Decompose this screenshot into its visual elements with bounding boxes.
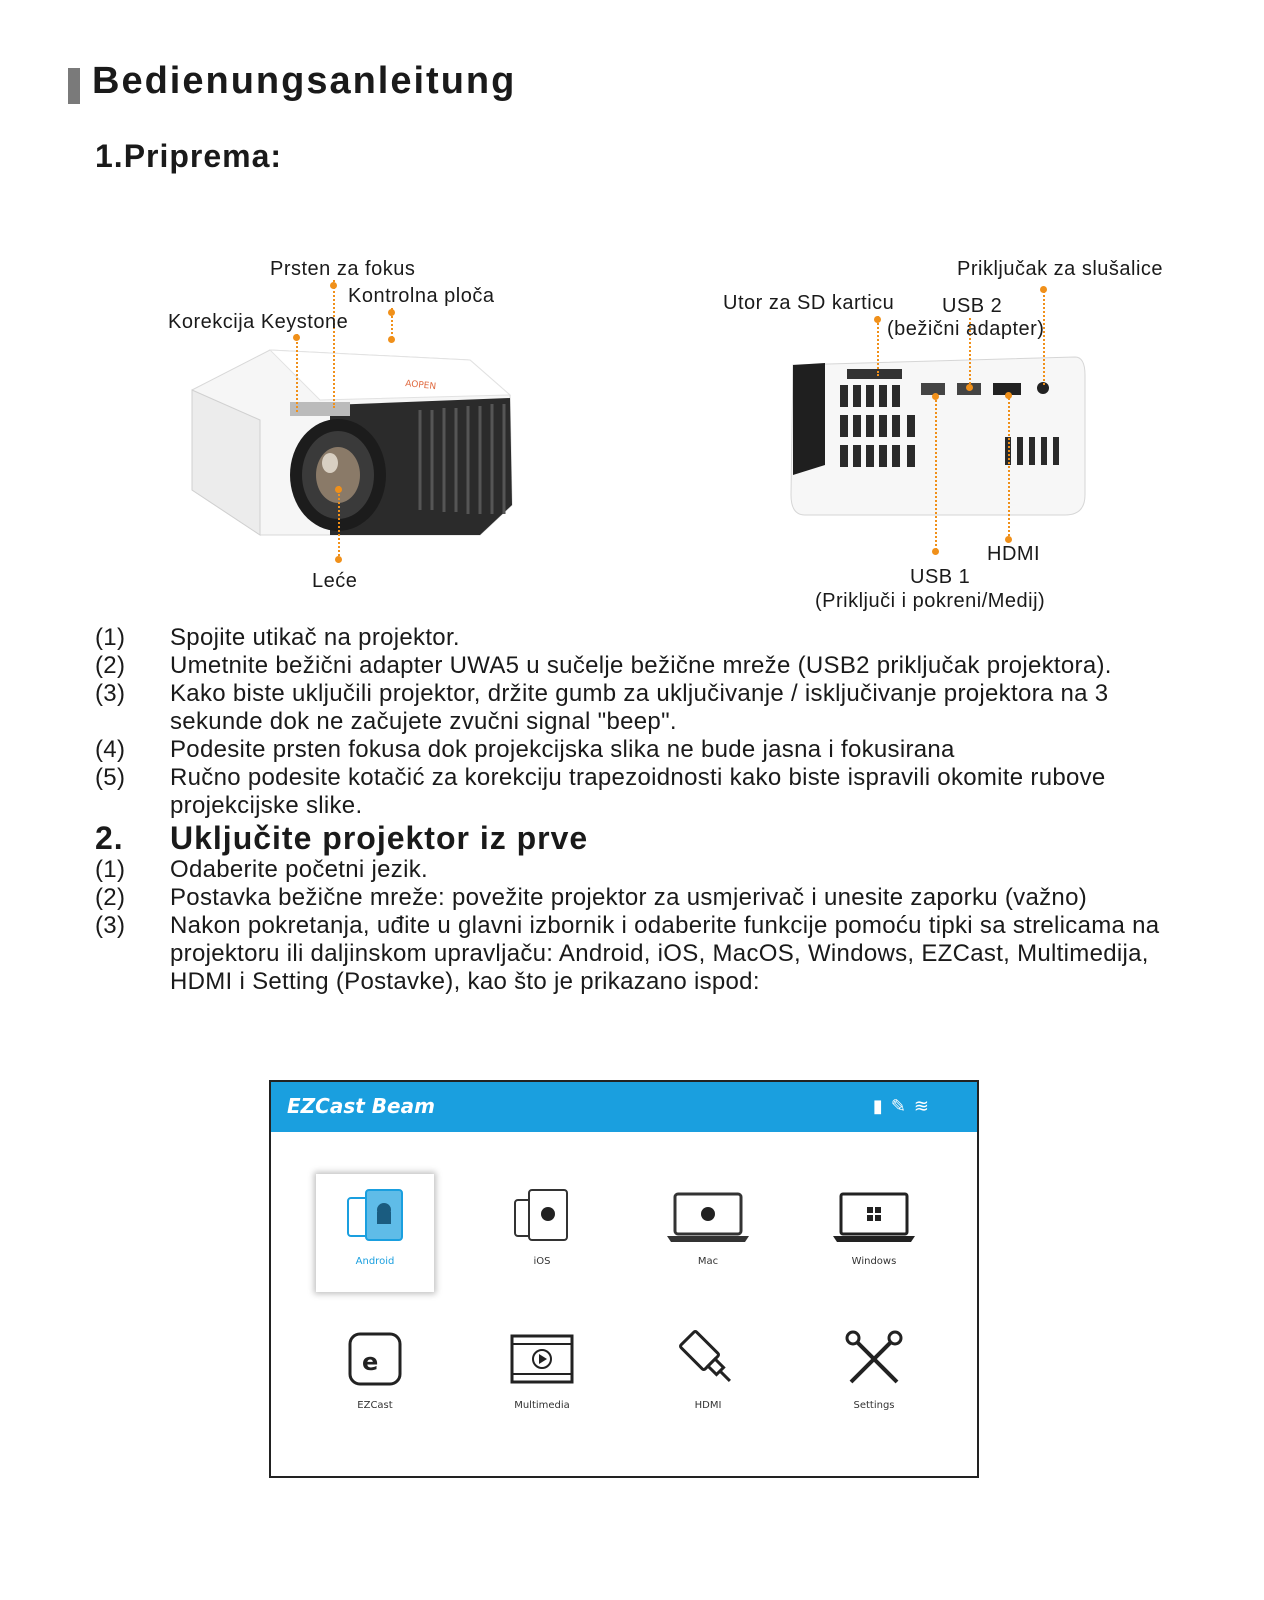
- step-text: Ručno podesite kotačić za korekciju trapezoidnosti kako biste ispravili okomite rubove projekcijske slike.: [170, 764, 1106, 819]
- usb2-dot: [966, 384, 973, 391]
- focus-ring-dot: [330, 282, 337, 289]
- label-control-panel: Kontrolna ploča: [348, 285, 495, 307]
- step-number: (3): [95, 680, 126, 707]
- label-lens: Leće: [312, 570, 358, 592]
- label-keystone: Korekcija Keystone: [168, 311, 349, 333]
- list-item: [95, 884, 1205, 912]
- tile-mac[interactable]: [649, 1174, 767, 1292]
- title-marker: [68, 68, 80, 104]
- list-item: [95, 736, 1205, 764]
- tile-label: Windows: [851, 1256, 897, 1267]
- settings-icon: [841, 1328, 907, 1390]
- label-headphone: Priključak za slušalice: [957, 258, 1164, 280]
- svg-text:e: e: [362, 1348, 379, 1376]
- multimedia-icon: [509, 1328, 575, 1390]
- list-item: [95, 624, 1205, 652]
- label-focus-ring: Prsten za fokus: [270, 258, 416, 280]
- lens-leader: [338, 486, 340, 560]
- label-usb1: USB 1: [910, 566, 971, 588]
- step-number: (5): [95, 764, 126, 791]
- section-heading-preparation: 1.Priprema:: [95, 138, 283, 174]
- step-number: (2): [95, 652, 126, 679]
- ezcast-title: EZCast Beam: [287, 1094, 435, 1118]
- label-hdmi: HDMI: [987, 543, 1041, 565]
- tile-windows[interactable]: [815, 1174, 933, 1292]
- list-item: [95, 856, 1205, 884]
- hdmi-leader: [1008, 394, 1010, 540]
- sd-slot-dot: [874, 316, 881, 323]
- hdmi-end-dot: [1005, 536, 1012, 543]
- step-number: (1): [95, 624, 126, 651]
- mac-icon: [665, 1184, 751, 1246]
- tile-settings[interactable]: [815, 1318, 933, 1436]
- ios-icon: [511, 1184, 573, 1246]
- hdmi-dot: [1005, 392, 1012, 399]
- hdmi-icon: [675, 1328, 741, 1390]
- ezcast-menu-screen: [269, 1080, 979, 1478]
- tile-android[interactable]: [316, 1174, 434, 1292]
- section-title: Uključite projektor iz prve: [170, 820, 589, 856]
- focus-ring-leader: [333, 280, 335, 408]
- tile-label: HDMI: [694, 1400, 722, 1411]
- section-number: 2.: [95, 820, 124, 856]
- page-title: Bedienungsanleitung: [92, 60, 517, 102]
- tile-ios[interactable]: [483, 1174, 601, 1292]
- usb1-dot: [932, 393, 939, 400]
- tile-label: Settings: [853, 1400, 895, 1411]
- lens-end-dot: [335, 556, 342, 563]
- tile-multimedia[interactable]: [483, 1318, 601, 1436]
- label-usb2: USB 2: [942, 295, 1003, 317]
- list-item: [95, 912, 1205, 996]
- control-panel-end-dot: [388, 336, 395, 343]
- control-panel-dot: [388, 309, 395, 316]
- list-item: [95, 764, 1205, 820]
- sd-slot-leader: [877, 316, 879, 376]
- step-number: (2): [95, 884, 126, 911]
- step-number: (3): [95, 912, 126, 939]
- tile-label: EZCast: [357, 1400, 393, 1411]
- ezcast-icon: [344, 1328, 406, 1390]
- usb1-end-dot: [932, 548, 939, 555]
- step-number: (4): [95, 736, 126, 763]
- preparation-steps: [95, 624, 1205, 996]
- keystone-dot: [293, 334, 300, 341]
- tile-label: iOS: [533, 1256, 551, 1267]
- keystone-leader: [296, 334, 298, 412]
- ezcast-header: [271, 1082, 977, 1132]
- step-text: Kako biste uključili projektor, držite gumb za uključivanje / isključivanje projektora na 3 sekunde dok ne začujete zvučni signal "beep".: [170, 680, 1109, 735]
- step-number: (1): [95, 856, 126, 883]
- step-text: Nakon pokretanja, uđite u glavni izbornik i odaberite funkcije pomoću tipki sa strelicama na projektoru ili daljinskom upravljaču: Android, iOS, MacOS, Windows, EZCast, Multimedija, HDMI i Setting (Postavke), kao što je prikazano ispod:: [170, 912, 1160, 995]
- usb-icon: ✎: [890, 1096, 914, 1116]
- wifi-icon: ≋: [913, 1096, 937, 1116]
- usb1-leader: [935, 396, 937, 550]
- tile-label: Mac: [697, 1256, 719, 1267]
- label-usb2-desc: (bežični adapter): [887, 318, 1045, 340]
- step-text: Spojite utikač na projektor.: [170, 624, 460, 651]
- projector-front-image: [180, 330, 520, 560]
- step-text: Odaberite početni jezik.: [170, 856, 429, 883]
- tile-hdmi[interactable]: [649, 1318, 767, 1436]
- tile-label: Android: [355, 1256, 395, 1267]
- sd-card-icon: ▮: [872, 1096, 891, 1116]
- tile-label: Multimedia: [514, 1400, 570, 1411]
- label-sd-slot: Utor za SD karticu: [723, 292, 895, 314]
- step-text: Postavka bežične mreže: povežite projektor za usmjerivač i unesite zaporku (važno): [170, 884, 1088, 911]
- svg-text:AOPEN: AOPEN: [404, 379, 437, 393]
- label-usb1-desc: (Priključi i pokreni/Medij): [815, 590, 1046, 612]
- section-heading-startup: [95, 820, 1205, 856]
- status-icons: [873, 1096, 937, 1117]
- headphone-dot: [1040, 286, 1047, 293]
- step-text: Umetnite bežični adapter UWA5 u sučelje bežične mreže (USB2 priključak projektora).: [170, 652, 1112, 679]
- lens-dot: [335, 486, 342, 493]
- tile-ezcast[interactable]: [316, 1318, 434, 1436]
- android-icon: [344, 1184, 406, 1246]
- windows-icon: [831, 1184, 917, 1246]
- step-text: Podesite prsten fokusa dok projekcijska slika ne bude jasna i fokusirana: [170, 736, 955, 763]
- list-item: [95, 652, 1205, 680]
- list-item: [95, 680, 1205, 736]
